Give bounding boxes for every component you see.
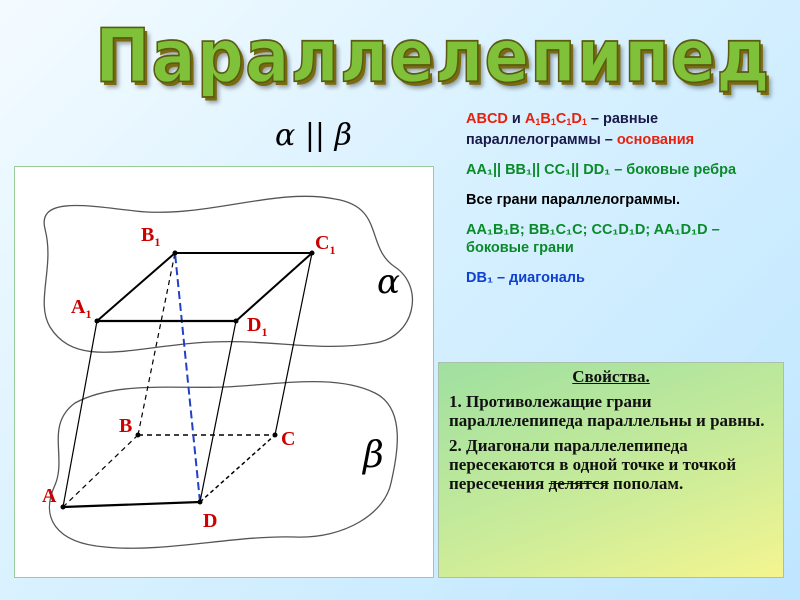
definitions-block — [466, 110, 786, 299]
beta-symbol: β — [334, 118, 352, 153]
vertex-D — [198, 500, 203, 505]
properties-box — [438, 362, 784, 578]
bases-definition: ABCD и $A_1B_1C_1D_1$ – равные параллелограммы – основания — [466, 111, 695, 148]
label-A1: $A_1$ — [71, 296, 92, 321]
edge-DD1 — [200, 321, 236, 502]
diagonal-DB1 — [175, 253, 200, 502]
plane-alpha-shape — [44, 196, 412, 352]
properties-heading: Свойства. — [572, 367, 650, 386]
parallelepiped-drawing — [15, 167, 433, 577]
lateral-edges-definition: AA₁|| BB₁|| CC₁|| DD₁ – боковые ребра — [466, 162, 737, 178]
alpha-symbol: α — [275, 118, 296, 153]
label-B: B — [119, 415, 133, 437]
property-2: 2. Диагонали параллелепипеда пересекаются в одной точке и точкой пересечения делятся пополам. — [449, 436, 737, 493]
vertex-D1 — [234, 319, 239, 324]
vertex-B1 — [173, 251, 178, 256]
label-C1: $C_1$ — [315, 232, 336, 257]
parallelepiped-figure — [14, 166, 434, 578]
vertex-A — [61, 505, 66, 510]
label-B1: $B_1$ — [141, 224, 161, 249]
plane-alpha-label: α — [377, 262, 400, 302]
page-title: Параллелепипед — [95, 13, 771, 100]
edge-AD — [63, 502, 200, 507]
vertex-B — [136, 433, 141, 438]
diagonal-definition: DB₁ – диагональ — [466, 270, 585, 286]
plane-beta-label: β — [363, 435, 384, 476]
vertex-C1 — [310, 251, 315, 256]
label-C: C — [281, 428, 296, 450]
lateral-faces-definition: AA₁B₁B; BB₁C₁C; CC₁D₁D; AA₁D₁D – боковые грани — [466, 222, 720, 256]
property-1: 1. Противолежащие грани параллелепипеда параллельны и равны. — [449, 392, 765, 430]
vertex-A1 — [95, 319, 100, 324]
label-D: D — [203, 510, 218, 532]
parallel-planes-notation — [275, 118, 352, 153]
label-D1: $D_1$ — [247, 314, 268, 339]
parallel-sign: || — [304, 118, 326, 153]
label-A: A — [42, 485, 57, 507]
vertex-C — [273, 433, 278, 438]
plane-beta-shape — [49, 382, 397, 549]
faces-statement: Все грани параллелограммы. — [466, 192, 681, 208]
